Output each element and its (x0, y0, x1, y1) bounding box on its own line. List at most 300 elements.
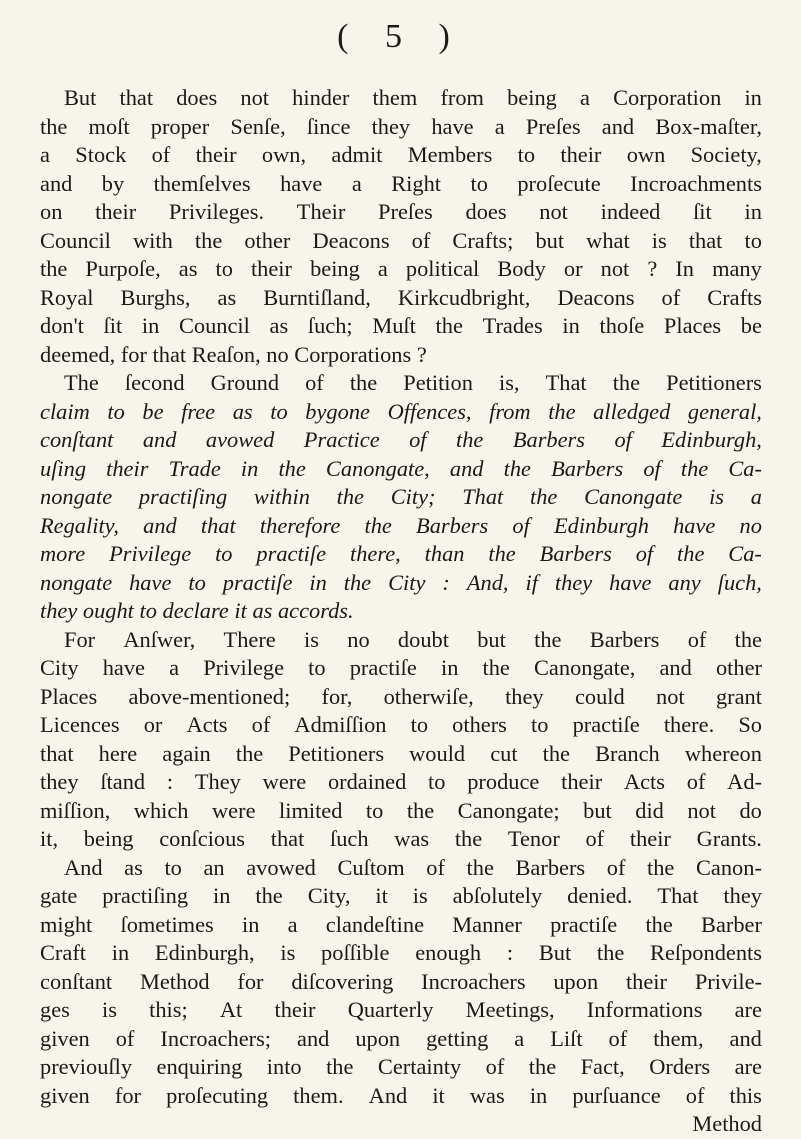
word: Purpoſe, (85, 256, 161, 281)
word: their (629, 826, 671, 851)
word: Incroachments (630, 170, 762, 196)
word: Barbers (512, 427, 585, 452)
word: That (545, 370, 587, 395)
word: Burntiſland, (263, 284, 371, 310)
word: Certainty (377, 1054, 462, 1079)
word: that (270, 826, 305, 851)
word: could (574, 683, 625, 709)
word: more (40, 541, 86, 566)
word: Kirkcudbright, (397, 284, 531, 310)
word: their (560, 142, 602, 167)
word: conſtant (40, 968, 113, 994)
word: on (40, 199, 63, 224)
word: if (525, 569, 538, 595)
word: the (336, 484, 364, 509)
word: Barbers (416, 512, 489, 538)
word: But (538, 940, 572, 965)
word: which (133, 797, 189, 823)
word: Incroachers (421, 968, 526, 994)
word: Barbers (589, 626, 660, 652)
text-line (40, 540, 762, 569)
word: bygone (305, 398, 370, 424)
word: Stock (75, 142, 127, 167)
word: the (596, 940, 625, 965)
word: the (255, 883, 283, 908)
word: Trades (482, 313, 543, 338)
word: a (580, 85, 590, 110)
word: Informations (586, 997, 703, 1022)
text-line (40, 854, 762, 883)
word: ſecond (124, 370, 185, 395)
word: Canongate, (534, 655, 636, 680)
word: to (270, 398, 288, 424)
word: nongate (40, 569, 113, 595)
word: not (600, 256, 630, 281)
catchword: Method (692, 1111, 762, 1136)
word: have (280, 170, 323, 196)
word: the (456, 427, 484, 452)
text-line (40, 312, 762, 341)
word: Ad- (727, 769, 762, 794)
word: Trade (168, 455, 221, 481)
word: not (687, 797, 716, 823)
word: Incroachers; (160, 1025, 272, 1051)
word: to (470, 170, 488, 196)
word: Council (40, 227, 111, 253)
word: of (115, 1025, 135, 1051)
word: other (244, 227, 291, 253)
word: Grants. (696, 826, 762, 851)
word: ſometimes (120, 911, 214, 937)
word: within (253, 484, 310, 509)
word: the (645, 911, 673, 937)
word: a (287, 911, 298, 937)
word: ſuch; (307, 313, 353, 338)
word: other (715, 655, 762, 680)
word: Ca- (728, 541, 762, 566)
word: to (188, 569, 206, 595)
word: as (124, 854, 143, 880)
word: Muſt (372, 313, 416, 338)
word: the (482, 655, 510, 680)
word: that (119, 85, 154, 110)
text-line (40, 597, 762, 626)
word: hinder (292, 85, 350, 110)
word: Manner (452, 911, 522, 937)
word: and (143, 512, 177, 538)
word: they (40, 769, 79, 794)
word: purſuance (572, 1082, 661, 1108)
word: and (659, 655, 692, 680)
word: And (64, 854, 103, 880)
word: as (217, 284, 237, 310)
word: enquiring (156, 1054, 243, 1079)
word: the (364, 512, 392, 538)
word: have (673, 512, 716, 538)
word: indeed (600, 199, 661, 224)
word: but (583, 797, 612, 823)
word: in (744, 199, 762, 224)
word: of (485, 1054, 505, 1079)
word: Corporation (613, 85, 722, 110)
word: Deacons (312, 227, 390, 253)
word: nongate (40, 484, 113, 509)
word: of (608, 1025, 628, 1051)
word: ges (40, 997, 70, 1022)
word: alledged (593, 398, 671, 424)
word: that (200, 512, 236, 538)
text-line (40, 768, 762, 797)
word: the (528, 1054, 557, 1079)
word: their (561, 769, 603, 794)
word: Crafts; (452, 227, 514, 253)
word: conſtant (40, 427, 114, 452)
word: of (512, 512, 530, 538)
text-line (40, 1053, 762, 1082)
word: was (469, 1082, 505, 1108)
word: their (95, 199, 137, 224)
word: In (675, 256, 694, 281)
word: That (462, 484, 504, 509)
word: it, (40, 826, 59, 851)
word: moſt (88, 113, 130, 139)
word: to (215, 541, 233, 566)
word: practiſe (572, 712, 640, 737)
word: their (625, 968, 667, 994)
word: of (305, 370, 324, 395)
word: Tenor (507, 826, 560, 851)
word: the (194, 227, 223, 253)
word: the (343, 569, 372, 595)
word: for (114, 1082, 141, 1108)
word: ? (647, 256, 658, 281)
word: Licences (40, 712, 120, 737)
word: the (647, 854, 675, 880)
word: don't (40, 313, 84, 338)
word: Senſe, (230, 113, 286, 139)
word: Reſpondents (650, 940, 762, 965)
word: Orders (649, 1054, 711, 1079)
word: that (688, 227, 723, 253)
word: uſing (40, 455, 87, 481)
word: Canongate; (457, 797, 560, 823)
word: a (40, 142, 50, 167)
word: them. (293, 1082, 344, 1108)
word: in (440, 655, 459, 680)
word: with (133, 227, 173, 253)
word: Their (296, 199, 346, 224)
word: than (424, 541, 465, 566)
word: denied. (567, 883, 633, 908)
word: Canongate, (325, 455, 430, 481)
text-line (40, 512, 762, 541)
word: to (164, 854, 182, 880)
word: Members (407, 142, 493, 167)
word: of (685, 1082, 705, 1108)
word: otherwiſe, (383, 683, 474, 709)
word: the (40, 256, 68, 281)
word: Box-maſter, (655, 113, 762, 139)
word: that (40, 740, 74, 766)
word: and (297, 1025, 330, 1051)
word: Regality, (40, 512, 119, 538)
word: others (452, 712, 507, 737)
text-line (40, 255, 762, 284)
word: cut (490, 740, 518, 766)
word: whereon (684, 740, 762, 766)
word: is (304, 626, 319, 652)
text-line (40, 198, 762, 227)
word: there, (349, 541, 401, 566)
word: Places (663, 313, 722, 338)
word: in (240, 455, 259, 481)
word: upon (355, 1025, 401, 1051)
word: did (635, 797, 664, 823)
word: miſſion, (40, 797, 111, 823)
word: the (278, 455, 306, 481)
word: are (734, 1054, 762, 1079)
word: Privile- (694, 968, 762, 994)
word: being (507, 85, 557, 110)
word: a (169, 655, 180, 680)
word: their (250, 256, 292, 281)
word: an (203, 854, 225, 880)
word: this; (149, 997, 188, 1022)
word: and (729, 1025, 762, 1051)
word: have (609, 569, 652, 595)
word: a (750, 484, 762, 509)
word: Branch (595, 740, 660, 766)
word: for, (321, 683, 353, 709)
word: of (635, 541, 654, 566)
word: general, (687, 398, 762, 424)
word: is (280, 940, 296, 965)
text-line (40, 654, 762, 683)
word: Edinburgh, (154, 940, 255, 965)
word: of (585, 826, 605, 851)
text-line (40, 996, 762, 1025)
word: a (494, 113, 505, 139)
word: by (101, 170, 125, 196)
text-line (40, 939, 762, 968)
word: the (534, 626, 562, 652)
word: given (40, 1082, 90, 1108)
word: of (151, 142, 171, 167)
word: Places (40, 683, 98, 709)
word: it (432, 1082, 445, 1108)
word: upon (553, 968, 599, 994)
word: Barbers (515, 854, 586, 880)
word: in (744, 85, 762, 110)
word: ſit (103, 313, 123, 338)
word: Craft (40, 940, 87, 965)
word: practiſe (222, 569, 293, 595)
word: in (213, 883, 231, 908)
word: Canon- (695, 854, 762, 880)
word: practiſing (102, 883, 189, 908)
word: practiſe (349, 655, 417, 680)
word: Petitioners (666, 370, 762, 395)
word: from (489, 398, 531, 424)
word: the (406, 797, 435, 823)
word: practiſe (550, 911, 618, 937)
word: Anſwer, (123, 626, 196, 652)
word: the (454, 826, 483, 851)
word: Right (391, 170, 442, 196)
word: the (40, 113, 68, 139)
word: what (586, 227, 630, 253)
word: is (412, 883, 428, 908)
word: And, (466, 569, 509, 595)
word: Quarterly (347, 997, 434, 1022)
word: not (656, 683, 685, 709)
text-line (40, 341, 762, 370)
word: to (215, 256, 233, 281)
word: they (554, 569, 593, 595)
word: Privilege (203, 655, 285, 680)
word: of (661, 284, 681, 310)
word: no (347, 626, 370, 652)
word: many (712, 256, 762, 281)
word: would (409, 740, 466, 766)
word: and (142, 427, 177, 452)
word: their (274, 997, 316, 1022)
word: into (266, 1054, 302, 1079)
text-line (40, 455, 762, 484)
word: Barbers (539, 541, 612, 566)
word: the (612, 370, 641, 395)
word: being (83, 826, 134, 851)
word: own (626, 142, 666, 167)
word: the (734, 626, 762, 652)
word: of (251, 712, 271, 737)
text-line (40, 740, 762, 769)
text-line (40, 882, 762, 911)
word: in (111, 940, 130, 965)
word: Society, (690, 142, 762, 167)
text-line (40, 626, 762, 655)
word: limited (279, 797, 343, 823)
word: Barber (701, 911, 762, 937)
word: ſuch (330, 826, 369, 851)
word: be (142, 398, 164, 424)
word: the (530, 484, 558, 509)
word: no (739, 512, 762, 538)
word: to (410, 712, 429, 737)
word: therefore (259, 512, 341, 538)
word: above-mentioned; (128, 683, 291, 709)
word: of (614, 427, 632, 452)
word: ordained (327, 769, 407, 794)
word: in (529, 1082, 548, 1108)
word: to (744, 227, 762, 253)
word: free (181, 398, 216, 424)
text-line (40, 797, 762, 826)
word: doubt (397, 626, 449, 652)
word: : (506, 940, 514, 965)
word: the (677, 541, 705, 566)
word: getting (426, 1025, 489, 1051)
body-text (40, 84, 762, 1139)
word: have (102, 655, 145, 680)
word: any (668, 569, 701, 595)
word: Admiſſion (294, 712, 387, 737)
word: Petition (403, 370, 473, 395)
word: Privileges. (168, 199, 265, 224)
word: as (232, 398, 253, 424)
word: proſecuting (166, 1082, 269, 1108)
text-line (40, 711, 762, 740)
word: Acts (186, 712, 228, 737)
word: : (166, 769, 174, 794)
word: ſit (693, 199, 712, 224)
text-line (40, 141, 762, 170)
word: for (237, 968, 264, 994)
word: themſelves (153, 170, 251, 196)
word: being (310, 256, 360, 281)
word: admit (331, 142, 383, 167)
text-line (40, 911, 762, 940)
word: of (687, 626, 707, 652)
word: is (651, 227, 667, 253)
word: Royal (40, 284, 94, 310)
word: but (535, 227, 565, 253)
word: were (262, 769, 307, 794)
word: is (102, 997, 117, 1022)
word: For (64, 626, 96, 652)
word: of (643, 455, 661, 481)
word: here (98, 740, 138, 766)
word: Burghs, (120, 284, 191, 310)
word: enough (415, 940, 482, 965)
word: Privilege (109, 541, 192, 566)
word: is (709, 484, 724, 509)
word: proper (150, 113, 210, 139)
text-line (40, 398, 762, 427)
word: their (195, 142, 237, 167)
word: a (377, 256, 388, 281)
word: the (680, 455, 709, 481)
word: And (368, 1082, 408, 1108)
word: produce (467, 769, 540, 794)
word: Ca- (728, 455, 762, 481)
line-text: deemed, for that Reaſon, no Corporations ? (40, 341, 427, 367)
word: But (64, 85, 97, 110)
word: poſſible (321, 940, 390, 965)
text-line (40, 170, 762, 199)
word: in (241, 911, 260, 937)
word: Barbers (551, 455, 624, 481)
word: Canongate (584, 484, 683, 509)
word: have (129, 569, 172, 595)
word: does (465, 199, 507, 224)
word: might (40, 911, 93, 937)
word: but (477, 626, 506, 652)
word: it (375, 883, 388, 908)
word: practiſing (138, 484, 228, 509)
text-line (40, 227, 762, 256)
word: does (176, 85, 218, 110)
word: the (349, 370, 378, 395)
line-text: they ought to declare it as accords. (40, 598, 354, 623)
text-line (40, 683, 762, 712)
word: thoſe (599, 313, 645, 338)
word: So (738, 712, 762, 737)
word: were (212, 797, 256, 823)
word: as (269, 313, 289, 338)
word: them (372, 85, 418, 110)
word: this (729, 1082, 762, 1108)
